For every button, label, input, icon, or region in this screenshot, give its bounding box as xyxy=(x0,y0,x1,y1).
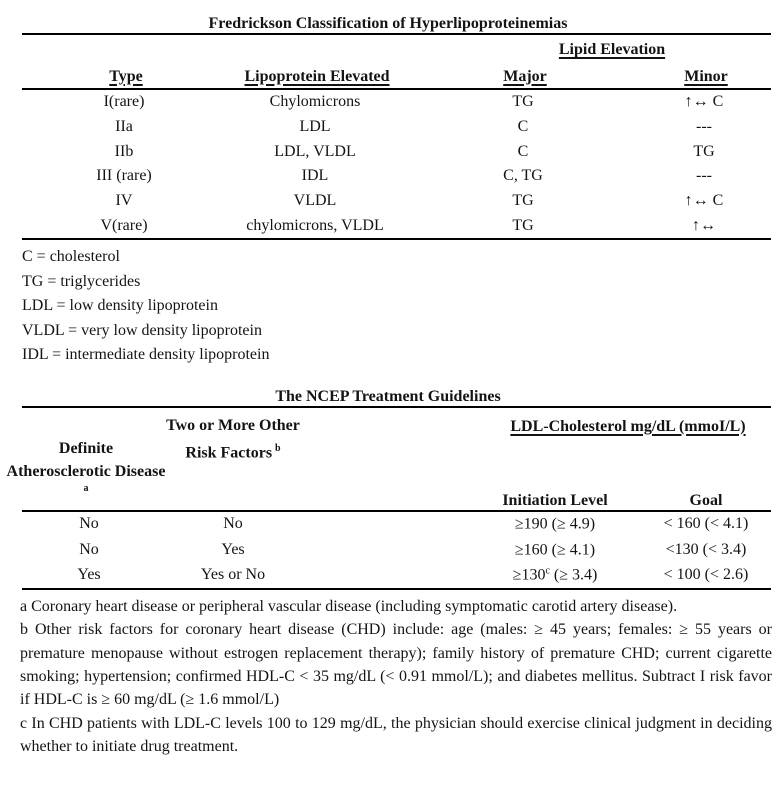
superscript-b: b xyxy=(275,442,281,454)
table-cell: C, TG xyxy=(503,167,543,185)
table-cell: --- xyxy=(696,118,712,136)
table-row xyxy=(0,189,776,214)
table-cell: III (rare) xyxy=(96,167,152,185)
lipid-elevation-header-row xyxy=(0,35,776,65)
table-cell: C xyxy=(517,118,529,136)
column-header-type: Type xyxy=(109,67,143,85)
atherosclerotic-disease-header xyxy=(7,437,166,495)
table-cell: ≥160 (≥ 4.1) xyxy=(514,541,596,559)
table-cell: < 160 (< 4.1) xyxy=(663,515,749,533)
table-cell: LDL, VLDL xyxy=(274,142,356,160)
legend-line: LDL = low density lipoprotein xyxy=(22,297,218,315)
table-cell: < 100 (< 2.6) xyxy=(663,566,749,584)
table-cell: TG xyxy=(512,93,534,111)
table-cell: C xyxy=(517,142,529,160)
superscript-c: c xyxy=(545,565,550,577)
table-cell: Yes or No xyxy=(200,566,266,584)
table-cell: IIa xyxy=(115,118,133,136)
table-cell: V(rare) xyxy=(100,216,148,234)
table-cell: I(rare) xyxy=(103,93,145,111)
legend-line: IDL = intermediate density lipoprotein xyxy=(22,346,270,364)
fredrickson-table-title: Fredrickson Classification of Hyperlipoproteinemias xyxy=(208,15,568,32)
table-cell: IV xyxy=(115,192,133,210)
ncep-header-block xyxy=(0,408,776,510)
table-cell: IDL xyxy=(301,167,329,185)
table-row xyxy=(0,115,776,140)
superscript-a: a xyxy=(83,482,89,494)
table-row xyxy=(0,90,776,115)
table-cell: Chylomicrons xyxy=(269,93,361,111)
table-cell: TG xyxy=(693,142,715,160)
table-cell: --- xyxy=(696,167,712,185)
table-row xyxy=(0,139,776,164)
goal-header: Goal xyxy=(689,491,723,509)
legend-line: TG = triglycerides xyxy=(22,272,141,290)
footnote-b: b Other risk factors for coronary heart disease (CHD) include: age (males: ≥ 45 years; females: ≥ 55 years or premature menopause without estrogen replacement therapy); family history of premature CHD; current cigarette smoking; hypertension; confirmed HDL-C < 35 mg/dL (< 0.91 mmol/L); and diabetes mellitus. Subtract I risk favor if HDL-C is ≥ 60 mg/dL (≥ 1.6 mmol/L) xyxy=(20,621,772,709)
initiation-level-header: Initiation Level xyxy=(502,491,608,509)
table-cell: LDL xyxy=(299,118,331,136)
table-cell: ↑↔ xyxy=(692,216,716,234)
table-cell: TG xyxy=(512,216,534,234)
legend-line: C = cholesterol xyxy=(22,248,120,266)
risk-factors-header-line2: Risk Factors $^b$ xyxy=(185,442,281,461)
table-row xyxy=(0,512,776,538)
table-cell: ≥190 (≥ 4.9) xyxy=(514,516,596,534)
table-cell: ↑↔ C xyxy=(684,192,724,210)
legend-line: VLDL = very low density lipoprotein xyxy=(22,321,262,339)
table-cell: <130 (< 3.4) xyxy=(665,540,747,558)
table-cell: No xyxy=(79,540,99,558)
table-row xyxy=(0,563,776,589)
table-row xyxy=(0,213,776,238)
column-header-lipoprotein: Lipoprotein Elevated xyxy=(244,67,390,85)
table-row xyxy=(0,164,776,189)
footnotes xyxy=(0,590,776,758)
footnote-c: c In CHD patients with LDL-C levels 100 to 129 mg/dL, the physician should exercise clinical judgment in deciding whether to initiate drug treatment. xyxy=(20,714,772,755)
table-cell: Yes xyxy=(221,540,245,558)
table-cell: No xyxy=(223,515,243,533)
ncep-table-title: The NCEP Treatment Guidelines xyxy=(275,387,501,405)
risk-factors-header xyxy=(166,414,300,464)
footnote-a: a Coronary heart disease or peripheral vascular disease (including symptomatic carotid artery disease). xyxy=(20,598,678,616)
column-header-minor: Minor xyxy=(684,67,728,85)
table-cell: No xyxy=(79,515,99,533)
risk-factors-header-line1: Two or More Other xyxy=(166,416,300,434)
disease-header-line1: Definite xyxy=(58,439,114,457)
table-row xyxy=(0,537,776,563)
abbreviation-legend xyxy=(0,240,776,368)
table-cell: VLDL xyxy=(293,192,337,210)
column-header-major: Major xyxy=(503,67,547,85)
table-cell: IIb xyxy=(114,142,134,160)
table-cell: chylomicrons, VLDL xyxy=(246,216,384,234)
disease-header-line2: Atherosclerotic Disease xyxy=(6,462,166,480)
table-cell: Yes xyxy=(77,566,101,584)
table-cell: $\ge 130^c$ (≥ 3.4) xyxy=(512,565,598,585)
fredrickson-column-header-row xyxy=(0,65,776,88)
table-cell: TG xyxy=(512,192,534,210)
ldl-cholesterol-header: LDL-Cholesterol mg/dL (mmoI/L) xyxy=(510,417,746,435)
table-cell: ↑↔ C xyxy=(684,93,724,111)
lipid-elevation-header: Lipid Elevation xyxy=(558,41,666,58)
